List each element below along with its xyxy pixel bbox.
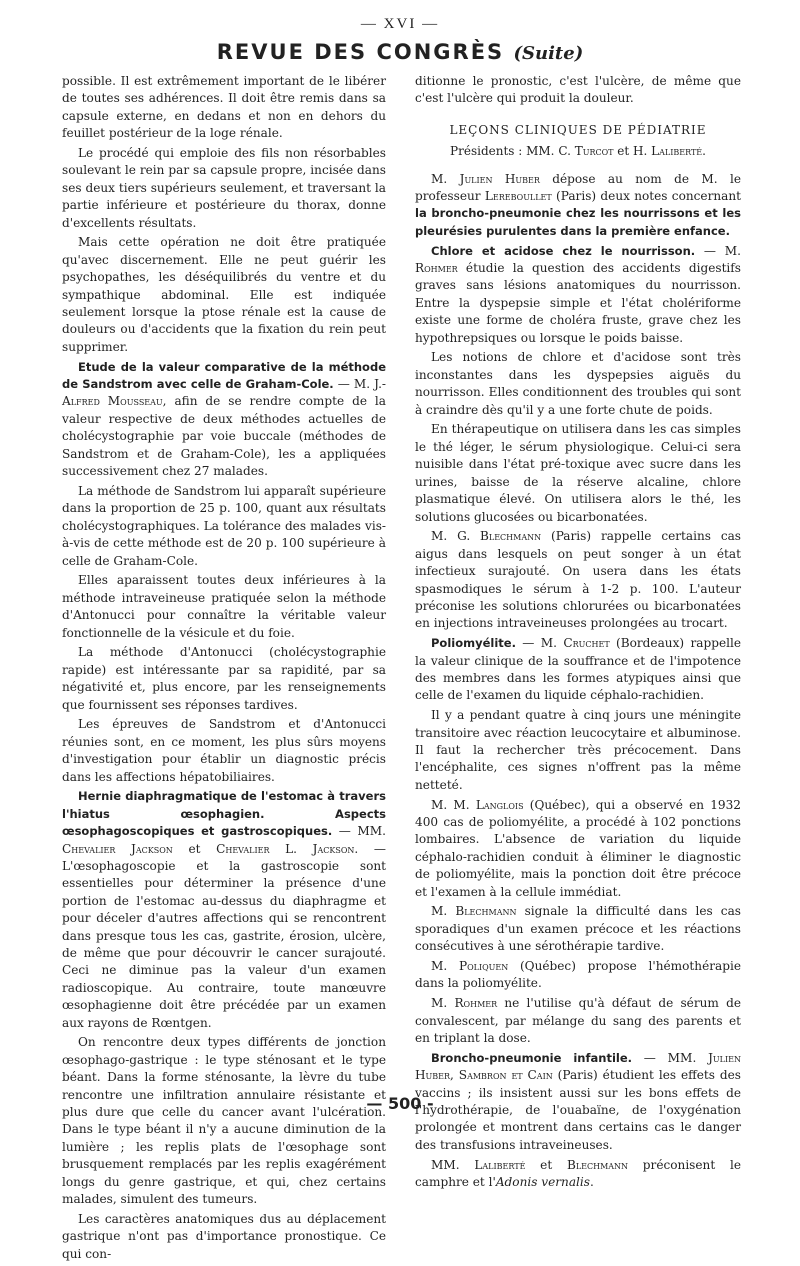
abstract-title: Hernie diaphragmatique de l'estomac à travers l'hiatus œsophagien. Aspects œsophagoscopiques et gastroscopiques. <box>62 789 386 839</box>
dash: — MM. <box>332 824 386 839</box>
paragraph-text: . — L'œsophagoscopie et la gastroscopie sont essentielles pour déterminer la présence d'une portion de l'estomac au-dessus du diaphragme et pour déceler d'autres affections qui se rencontrent dans presque tous les cas, gastrite, érosion, ulcère, de même que pour découvrir le cancer surajouté. Ceci ne diminue pas la valeur d'un examen radioscopique. Au contraire, toute manœuvre œsophagienne doit être précédée par un examen aux rayons de Rœntgen. <box>62 841 386 1030</box>
page-number: — 500 - <box>366 1094 434 1113</box>
paragraph: Les épreuves de Sandstrom et d'Antonucci réunies sont, en ce moment, les plus sûrs moyens d'investigation pour établir un diagnostic précis dans les affections hépatobiliaires. <box>62 717 386 784</box>
conjunction: et <box>525 1157 567 1172</box>
author-name: Cruchet <box>563 636 610 651</box>
abstract-hernie <box>62 788 386 1032</box>
paragraph: ditionne le pronostic, c'est l'ulcère, de même que c'est l'ulcère qui produit la douleur. <box>415 74 741 106</box>
paragraph: Mais cette opération ne doit être pratiquée qu'avec discernement. Elle ne peut guérir les psychopathes, les déséquilibrés du ventre et du sympathique abdominal. Elle est indiquée seulement lorsque la ptose rénale est la cause de douleurs ou d'accidents que la fixation du rein peut supprimer. <box>62 235 386 354</box>
abstract-title: Poliomyélite. <box>431 636 516 651</box>
abstract-langlois <box>415 797 741 901</box>
text: dépose au nom de M. le professeur <box>415 171 741 204</box>
author-name: Laliberté <box>474 1157 526 1172</box>
paragraph: On rencontre deux types différents de jonction œsophago-gastrique : le type sténosant et le type béant. Dans la forme sténosante, la lèvre du tube rencontre une infiltration annulaire résistante et plus dure que celle du cancer avant l'ulcération. Dans le type béant il n'y a aucune diminution de la lumière ; les replis plats de l'œsophage sont brusquement remplacés par les replis exagérément longs du genre gastrique, et qui, chez certains malades, simulent des tumeurs. <box>62 1035 386 1207</box>
author-name: H. Laliberté <box>633 144 703 159</box>
paragraph-text: (Paris) étudient les effets des vaccins ; ils insistent aussi sur les bons effets de l'hydrothérapie, de l'ouabaïne, de l'oxygénation prolongée et montrent dans certains cas le danger des transfusions intraveineuses. <box>415 1068 741 1152</box>
abstract-laliberte <box>415 1157 741 1192</box>
journal-title <box>0 40 800 64</box>
header-page-roman: — XVI — <box>360 16 440 32</box>
author-name: Blechmann <box>455 904 517 919</box>
dash: — M. J.- <box>333 377 387 392</box>
paragraph: Les notions de chlore et d'acidose sont très inconstantes dans les dyspepsies aiguës du nourrisson. Elles conditionnent des troubles qui sont à craindre dès qu'il y a une forte chute de poids. <box>415 350 741 417</box>
author-name: Rohmer <box>415 261 458 276</box>
author-name: Alfred Mousseau <box>62 394 163 409</box>
abstract-rohmer <box>415 995 741 1047</box>
paragraph-text: (Paris) rappelle certains cas aigus dans lesquels on peut songer à un état infectieux surajouté. On usera dans les états spasmodiques le sérum à 1-2 p. 100. L'auteur préconise les solutions chlorurées ou bicarbonatées en injections intraveineuses prolongées au trocart. <box>415 529 742 631</box>
author-name: Poliquen <box>458 959 509 974</box>
abstract-blechmann-2 <box>415 903 741 955</box>
abstract-poliquen <box>415 958 741 993</box>
author-name: G. Blechmann <box>457 529 542 544</box>
journal-title-main: REVUE DES CONGRÈS <box>216 40 505 64</box>
paragraph: La méthode d'Antonucci (cholécystographie rapide) est intéressante par sa rapidité, par sa négativité et, plus encore, par les renseignements que fournissent ses réponses tardives. <box>62 645 386 712</box>
dash: — M. <box>695 243 742 258</box>
latin-name: Adonis vernalis <box>495 1175 591 1190</box>
abstract-title: Chlore et acidose chez le nourrisson. <box>431 243 696 258</box>
paragraph: La méthode de Sandstrom lui apparaît supérieure dans la proportion de 25 p. 100, quant aux résultats cholécystographiques. La tolérance des malades vis-à-vis de cette méthode est de 20 p. 100 supérieure à celle de Graham-Cole. <box>62 483 386 568</box>
author-name: Julien Huber <box>459 171 540 186</box>
text: MM. <box>431 1157 475 1172</box>
text: (Paris) deux notes concernant <box>551 189 742 204</box>
journal-title-suffix: (Suite) <box>513 43 584 64</box>
abstract-sandstrom <box>62 359 386 481</box>
paragraph-text: (Québec) propose l'hémothérapie dans la poliomyélite. <box>415 959 741 991</box>
author-name: C. Turcot <box>558 144 614 159</box>
author-name: Chevalier L. Jackson <box>216 841 355 856</box>
text: M. <box>431 959 459 974</box>
author-name: Langlois <box>475 797 524 812</box>
author-name: Chevalier Jackson <box>62 841 173 856</box>
paragraph: possible. Il est extrêmement important de le libérer de toutes ses adhérences. Il doit être remis dans sa capsule externe, en dedans et non en dehors du feuillet postérieur de la loge rénale. <box>62 74 386 141</box>
conjunction: et <box>613 144 634 159</box>
punctuation: . <box>702 144 706 159</box>
abstract-huber <box>415 171 741 241</box>
author-name: Blechmann <box>566 1157 629 1172</box>
paragraph-text: étudie la question des accidents digestifs graves sans lésions anatomiques du nourrisson. Entre la dyspepsie simple et l'état cholériforme existe une forme de choléra fruste, grave chez les hypothrepsiques ou lorsque le poids baisse. <box>415 261 741 345</box>
paragraph-text: (Bordeaux) rappelle la valeur clinique de la souffrance et de l'impotence des membres dans les formes atypiques ainsi que celle de l'examen du liquide céphalo-rachidien. <box>415 636 741 703</box>
punctuation: . <box>590 1175 594 1190</box>
paragraph-text: ne l'utilise qu'à défaut de sérum de convalescent, par mélange du sang des parents et en triplant la dose. <box>415 996 741 1046</box>
right-column <box>415 73 741 1194</box>
paragraph: En thérapeutique on utilisera dans les cas simples le thé léger, le sérum physiologique. Celui-ci sera nuisible dans l'état pré-toxique avec sucre dans les urines, baisse de la réserve alcaline, chlore plasmatique élevé. On utilisera alors le thé, les solutions glucosées ou bicarbonatées. <box>415 422 741 524</box>
presidents-line <box>415 143 741 160</box>
paragraph-text: signale la difficulté dans les cas sporadiques d'un examen précoce et les réactions consécutives à une sérothérapie tardive. <box>415 904 741 954</box>
abstract-title: Etude de la valeur comparative de la méthode de Sandstrom avec celle de Graham-Cole. <box>62 359 386 392</box>
presidents-label: Présidents : MM. <box>450 144 559 159</box>
section-title: LEÇONS CLINIQUES DE PÉDIATRIE <box>449 122 707 137</box>
paragraph: Les caractères anatomiques dus au déplacement gastrique n'ont pas d'importance pronostique. Ce qui con- <box>62 1211 386 1261</box>
abstract-title: Broncho-pneumonie infantile. <box>431 1050 632 1065</box>
abstract-poliomyelite <box>415 635 741 705</box>
text: M. <box>431 904 456 919</box>
abstract-blechmann <box>415 528 741 632</box>
paragraph: Le procédé qui emploie des fils non résorbables soulevant le rein par sa capsule propre, incisée dans ses deux tiers supérieurs seulement, et traversant la partie inférieure et postérieure du thorax, donne d'excellents résultats. <box>62 146 386 230</box>
paragraph-text: (Québec), qui a observé en 1932 400 cas de poliomyélite, a procédé à 102 ponctions lombaires. L'absence de variation du liquide céphalo-rachidien conduit à éliminer le diagnostic de poliomyélite, mais la ponction doit être précoce et l'examen à la cellule immédiat. <box>415 797 741 899</box>
abstract-chlore <box>415 243 741 347</box>
text: M. M. <box>431 797 476 812</box>
dash: — M. <box>515 636 564 651</box>
paragraph: Elles aparaissent toutes deux inférieures à la méthode intraveineuse pratiquée selon la méthode d'Antonucci pour connaître la véritable valeur fonctionnelle de la vésicule et du foie. <box>62 573 386 640</box>
text: M. <box>431 996 455 1011</box>
paragraph-text: , afin de se rendre compte de la valeur respective de deux méthodes actuelles de cholécystographie par voie buccale (méthodes de Sandstrom et de Graham-Cole), les a appliquées successivement chez 27 malades. <box>62 394 386 479</box>
author-name: Lereboullet <box>484 189 552 204</box>
text: M. <box>431 171 460 186</box>
left-column <box>62 73 386 1266</box>
conjunction: et <box>172 841 217 856</box>
abstract-title: la broncho-pneumonie chez les nourrissons et les pleurésies purulentes dans la première enfance. <box>415 206 741 238</box>
author-name: Rohmer <box>454 996 498 1011</box>
author-name: Julien Huber, Sambron et Cain <box>415 1050 741 1083</box>
text: préconisent le camphre et l' <box>415 1157 741 1190</box>
text: M. <box>431 529 458 544</box>
dash: — MM. <box>632 1050 709 1065</box>
paragraph: Il y a pendant quatre à cinq jours une méningite transitoire avec réaction leucocytaire et albuminose. Il faut la rechercher très précocement. Dans l'encéphalite, ces signes n'offrent pas la même netteté. <box>415 708 741 792</box>
